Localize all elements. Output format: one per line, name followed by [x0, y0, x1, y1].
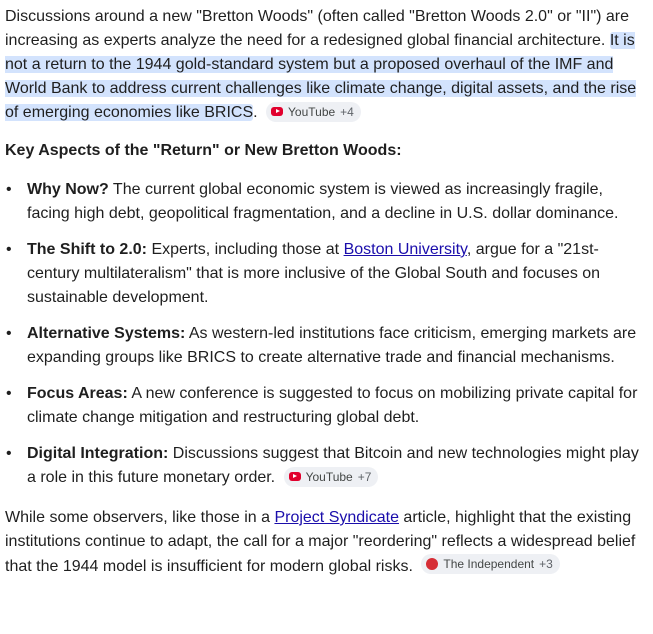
source-count: +3 — [539, 557, 553, 571]
item-title: Why Now? — [27, 181, 109, 198]
source-name: The Independent — [443, 557, 535, 571]
item-text: Discussions suggest that Bitcoin and new technologies might play a role in this future monetary order. — [27, 445, 639, 486]
youtube-icon — [289, 472, 301, 481]
source-chip-youtube[interactable] — [266, 102, 361, 122]
list-item — [5, 382, 645, 430]
bullet-dot: • — [6, 445, 12, 462]
item-text: Experts, including those at — [147, 241, 344, 258]
item-text: As western-led institutions face criticism, emerging markets are expanding groups like BRICS to create alternative trade and financial mechanisms. — [27, 325, 637, 366]
bullet-dot: • — [6, 325, 12, 342]
source-count: +4 — [340, 104, 354, 119]
item-title: Alternative Systems: — [27, 325, 186, 342]
closing-paragraph — [5, 506, 645, 579]
list-item — [5, 442, 645, 490]
independent-icon — [426, 558, 438, 570]
list-item — [5, 178, 645, 226]
item-title: Digital Integration: — [27, 445, 169, 462]
boston-university-link[interactable]: Boston University — [343, 241, 467, 258]
source-name: YouTube — [288, 104, 336, 119]
intro-text: Discussions around a new "Bretton Woods" (often called "Bretton Woods 2.0" or "II") are increasing as experts analyze the need for a redesigned global financial architecture. — [5, 8, 630, 49]
item-text: , argue for a "21st-century multilateralism" that is more inclusive of the Global South and focuses on sustainable development. — [27, 241, 601, 306]
list-item — [5, 238, 645, 310]
source-chip-youtube[interactable] — [284, 467, 379, 487]
key-aspects-list — [5, 178, 645, 490]
project-syndicate-link[interactable]: Project Syndicate — [274, 509, 399, 526]
source-chip-independent[interactable] — [421, 554, 559, 574]
bullet-dot: • — [6, 181, 12, 198]
bullet-dot: • — [6, 241, 12, 258]
item-title: Focus Areas: — [27, 385, 128, 402]
highlighted-text[interactable]: It is not a return to the 1944 gold-standard system but a proposed overhaul of the IMF and World Bank to address current challenges like climate change, digital assets, and the rise of emerging economies like BRICS — [5, 32, 637, 121]
source-count: +7 — [357, 469, 372, 484]
item-text: A new conference is suggested to focus on mobilizing private capital for climate change mitigation and restructuring global debt. — [27, 385, 638, 426]
list-item — [5, 322, 645, 370]
source-name: YouTube — [305, 469, 353, 484]
bullet-dot: • — [6, 385, 12, 402]
intro-paragraph — [5, 5, 645, 125]
closing-text: While some observers, like those in a — [5, 509, 275, 526]
item-text: The current global economic system is viewed as increasingly fragile, facing high debt, geopolitical fragmentation, and a decline in U.S. dollar dominance. — [27, 181, 619, 222]
intro-period: . — [253, 104, 258, 121]
youtube-icon — [271, 107, 283, 116]
item-title: The Shift to 2.0: — [27, 241, 147, 258]
section-heading: Key Aspects of the "Return" or New Bretton Woods: — [5, 142, 402, 159]
closing-text: article, highlight that the existing institutions continue to adapt, the call for a major "reordering" reflects a widespread belief that the 1944 model is insufficient for modern global risks. — [5, 509, 636, 575]
